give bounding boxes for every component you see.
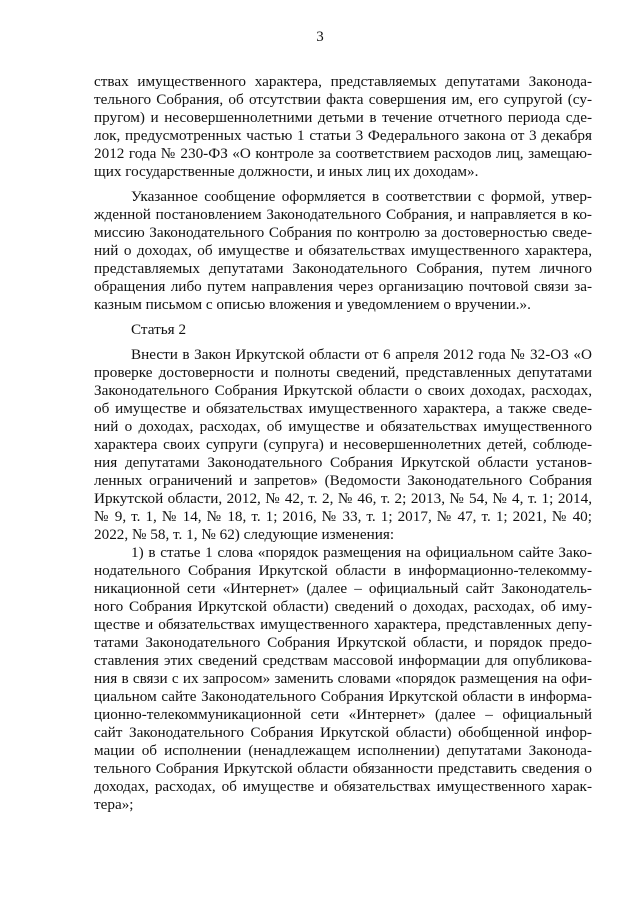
block4-line: ния в связи с их запросом» заменить словами «порядок размещения на офи-	[94, 670, 592, 687]
block4-line: никационной сети «Интернет» (далее – официальный сайт Законодатель-	[94, 580, 592, 597]
block3-line: характера своих супруги (супруга) и несовершеннолетних детей, соблюде-	[94, 436, 592, 453]
block3-line: Законодательного Собрания Иркутской области о своих доходах, расходах,	[94, 382, 592, 399]
block1-line: щих государственные должности, и иных лиц их доходам».	[94, 163, 479, 180]
block4-line: 1) в статье 1 слова «порядок размещения на официальном сайте Зако-	[131, 544, 592, 561]
block3-line: ний о доходах, расходах, об имуществе и обязательствах имущественного	[94, 418, 592, 435]
block4-line: ставления этих сведений средствам массовой информации для опубликова-	[94, 652, 592, 669]
block2-line: ний о доходах, об имуществе и обязательствах имущественного характера,	[94, 242, 592, 259]
block3-line: ленных ограничений и запретов» (Ведомости Законодательного Собрания	[94, 472, 592, 489]
block4-line: сайт Законодательного Собрания Иркутской области) обобщенной инфор-	[94, 724, 592, 741]
block2-line: казным письмом с описью вложения и уведомлением о вручении.».	[94, 296, 531, 313]
block4-line: нодательного Собрания Иркутской области в информационно-телекомму-	[94, 562, 592, 579]
block1-line: 2012 года № 230-ФЗ «О контроле за соответствием расходов лиц, замещаю-	[94, 145, 592, 162]
block3-line: об имуществе и обязательствах имущественного характера, а также сведе-	[94, 400, 592, 417]
block4-line: ного Собрания Иркутской области) сведений о доходах, расходах, об иму-	[94, 598, 592, 615]
block1-line: ствах имущественного характера, представляемых депутатами Законода-	[94, 73, 592, 90]
block3-line: проверке достоверности и полноты сведений, представленных депутатами	[94, 364, 592, 381]
block1-line: тельного Собрания, об отсутствии факта совершения им, его супругой (су-	[94, 91, 592, 108]
block4-line: ционно-телекоммуникационной сети «Интернет» (далее – официальный	[94, 706, 592, 723]
block4-line: тельного Собрания Иркутской области обязанности представить сведения о	[94, 760, 592, 777]
block3-line: 2022, № 58, т. 1, № 62) следующие изменения:	[94, 526, 395, 543]
block2-line: миссию Законодательного Собрания по контролю за достоверностью сведе-	[94, 224, 592, 241]
block1-line: лок, предусмотренных частью 1 статьи 3 Федерального закона от 3 декабря	[94, 127, 592, 144]
block2-line: жденной постановлением Законодательного Собрания, и направляется в ко-	[94, 206, 592, 223]
block2-line: представляемых депутатами Законодательного Собрания, путем личного	[94, 260, 592, 277]
block3-line: № 9, т. 1, № 14, № 18, т. 1; 2016, № 33, т. 1; 2017, № 47, т. 1; 2021, № 40;	[94, 508, 592, 525]
block3-line: Внести в Закон Иркутской области от 6 апреля 2012 года № 32-ОЗ «О	[131, 346, 592, 363]
block4-line: мации об исполнении (ненадлежащем исполнении) депутатами Законода-	[94, 742, 592, 759]
block1-line: пругом) и несовершеннолетними детьми в течение отчетного периода сде-	[94, 109, 592, 126]
block3-line: Иркутской области, 2012, № 42, т. 2, № 46, т. 2; 2013, № 54, № 4, т. 1; 2014,	[94, 490, 592, 507]
block2-line: Указанное сообщение оформляется в соответствии с формой, утвер-	[131, 188, 592, 205]
article-heading: Статья 2	[131, 321, 187, 338]
block4-line: тера»;	[94, 796, 134, 813]
block4-line: татами Законодательного Собрания Иркутской области, и порядок предо-	[94, 634, 592, 651]
block4-line: ществе и обязательствах имущественного характера, представленных депу-	[94, 616, 592, 633]
block2-line: обращения либо путем направления через организацию почтовой связи за-	[94, 278, 592, 295]
block4-line: доходах, расходах, об имуществе и обязательствах имущественного харак-	[94, 778, 592, 795]
block4-line: циальном сайте Законодательного Собрания Иркутской области в информа-	[94, 688, 592, 705]
page-number: 3	[316, 29, 324, 45]
block3-line: ния депутатами Законодательного Собрания Иркутской области установ-	[94, 454, 592, 471]
